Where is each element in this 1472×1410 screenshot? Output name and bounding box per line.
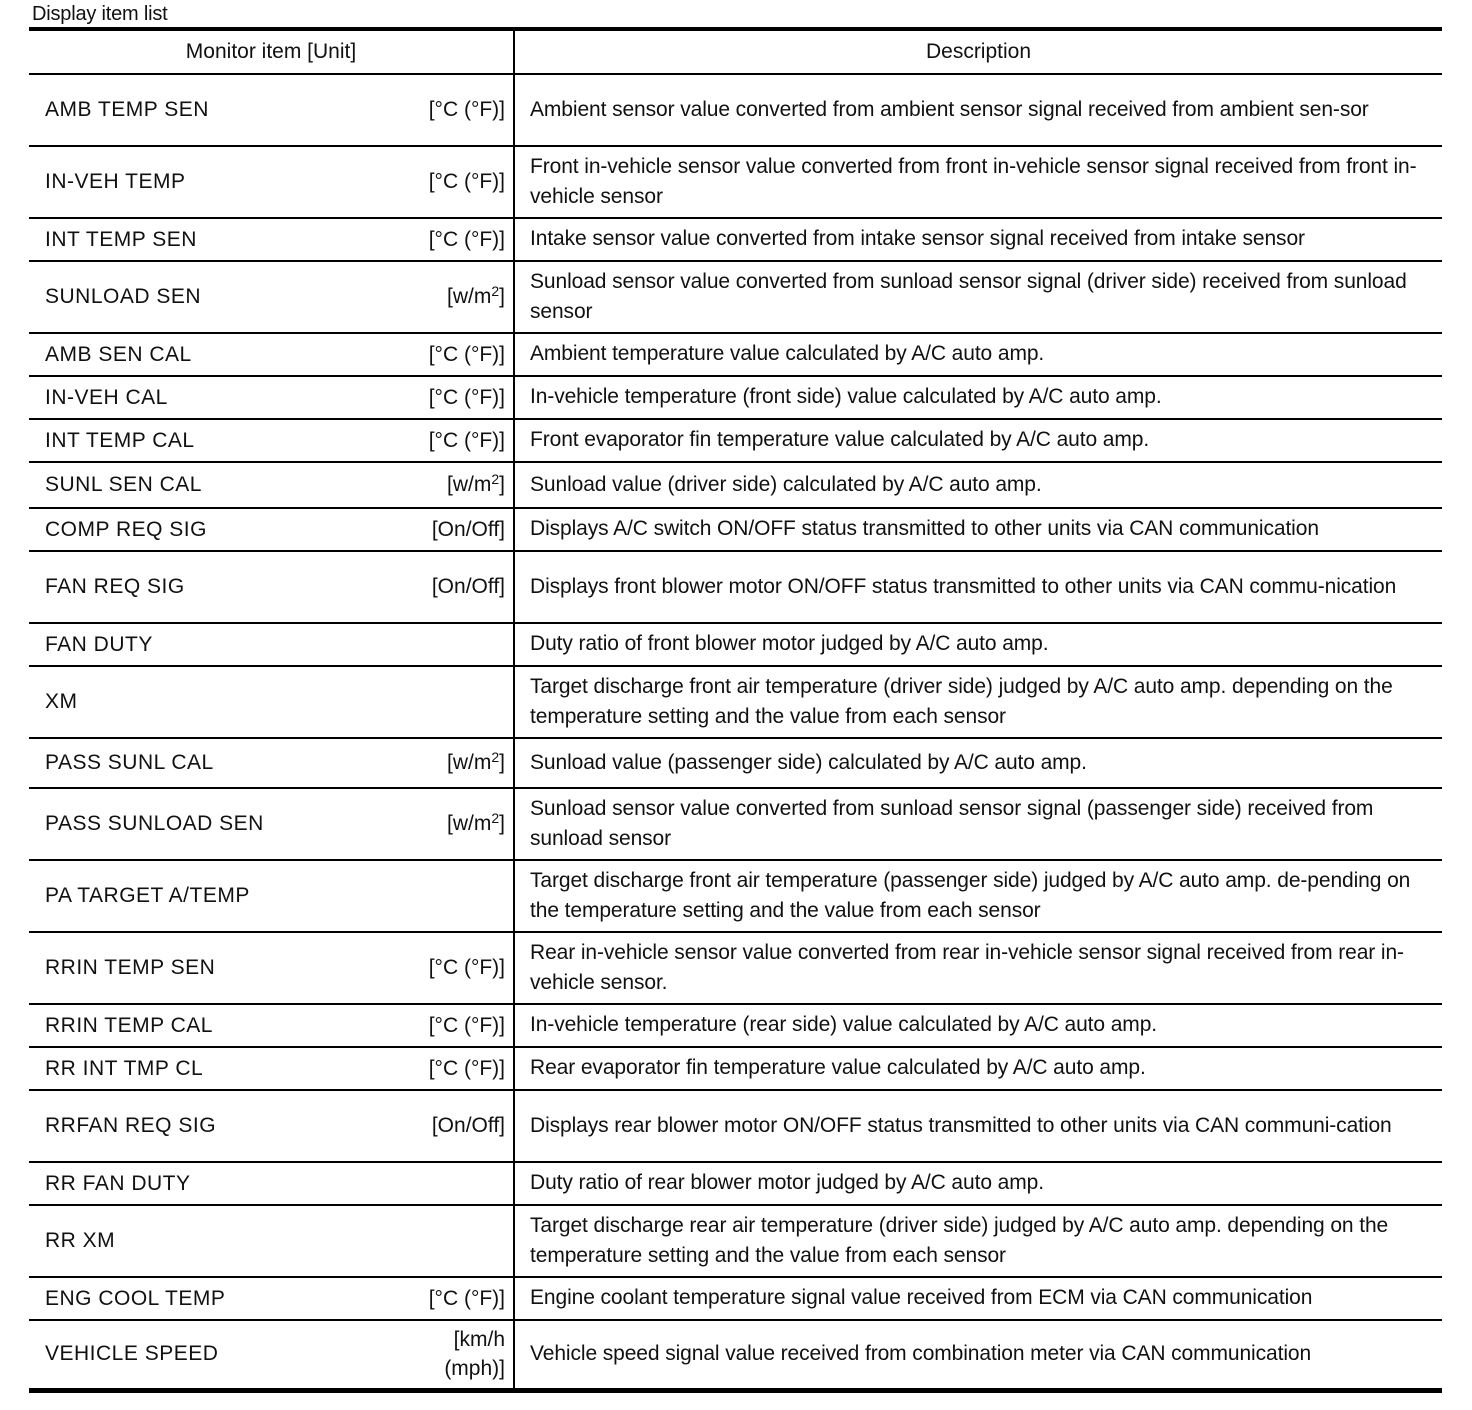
monitor-item-cell — [29, 1090, 514, 1162]
monitor-item-name: COMP REQ SIG — [45, 517, 207, 541]
table-row — [29, 462, 1442, 508]
description-cell: Duty ratio of rear blower motor judged by A/C auto amp. — [514, 1162, 1442, 1205]
table-row — [29, 1047, 1442, 1090]
unit-text-end: ] — [499, 751, 505, 774]
monitor-item-name: AMB SEN CAL — [45, 342, 192, 366]
display-item-table — [29, 27, 1442, 1393]
table-row — [29, 1205, 1442, 1277]
monitor-item-name: RRIN TEMP SEN — [45, 956, 216, 979]
unit-text-end: ] — [499, 473, 505, 496]
monitor-item-cell — [29, 788, 514, 860]
table-row — [29, 1090, 1442, 1162]
monitor-item-name: IN-VEH CAL — [45, 385, 168, 409]
table-row — [29, 738, 1442, 788]
monitor-item-cell — [29, 738, 514, 788]
monitor-item-unit: [°C (°F)] — [428, 170, 505, 193]
monitor-item-name: PASS SUNLOAD SEN — [45, 812, 264, 835]
monitor-item-unit: [°C (°F)] — [428, 1286, 505, 1310]
description-cell: Target discharge front air temperature (driver side) judged by A/C auto amp. depending on the temperature setting and the value from each sensor — [514, 666, 1442, 738]
description-cell: Rear in-vehicle sensor value converted from rear in-vehicle sensor signal received from rear in-vehicle sensor. — [514, 932, 1442, 1004]
monitor-item-name: RRFAN REQ SIG — [45, 1114, 217, 1137]
table-row — [29, 551, 1442, 623]
description-cell: Front in-vehicle sensor value converted from front in-vehicle sensor signal received from front in-vehicle sensor — [514, 146, 1442, 218]
description-cell: Vehicle speed signal value received from combination meter via CAN communication — [530, 1341, 1312, 1365]
description-cell: Ambient sensor value converted from ambient sensor signal received from ambient sen-sor — [514, 74, 1442, 146]
monitor-item-cell — [29, 333, 514, 376]
monitor-item-cell — [29, 218, 514, 261]
monitor-item-unit: [On/Off] — [431, 575, 505, 598]
monitor-item-name: IN-VEH TEMP — [45, 170, 186, 193]
monitor-item-cell — [29, 261, 514, 333]
table-row — [29, 666, 1442, 738]
table-row — [29, 419, 1442, 462]
description-cell: Sunload value (passenger side) calculated by A/C auto amp. — [514, 738, 1442, 788]
monitor-item-unit: [°C (°F)] — [428, 1013, 505, 1037]
description-cell: Displays front blower motor ON/OFF status transmitted to other units via CAN commu-nication — [514, 551, 1442, 623]
unit-text: [w/m — [447, 473, 492, 496]
description-cell: Sunload value (driver side) calculated by A/C auto amp. — [514, 462, 1442, 508]
monitor-item-cell — [29, 860, 514, 932]
table-row — [29, 860, 1442, 932]
monitor-item-cell — [29, 508, 514, 551]
monitor-item-unit — [447, 470, 505, 500]
table-row — [29, 218, 1442, 261]
monitor-item-cell — [29, 1162, 514, 1205]
monitor-item-name: SUNLOAD SEN — [45, 285, 202, 308]
monitor-item-name: PASS SUNL CAL — [45, 751, 214, 774]
description-cell: Ambient temperature value calculated by A/C auto amp. — [514, 333, 1442, 376]
unit-text-end: ] — [499, 812, 505, 835]
monitor-item-name: SUNL SEN CAL — [45, 473, 202, 496]
monitor-item-name: XM — [45, 690, 78, 713]
monitor-item-unit — [447, 282, 505, 312]
description-cell: Duty ratio of front blower motor judged by A/C auto amp. — [514, 623, 1442, 666]
monitor-item-cell — [29, 1277, 514, 1320]
description-cell: Sunload sensor value converted from sunload sensor signal (driver side) received from sunload sensor — [514, 261, 1442, 333]
monitor-item-cell — [29, 551, 514, 623]
monitor-item-cell — [29, 1320, 514, 1390]
table-caption: Display item list — [32, 3, 168, 25]
description-cell: Intake sensor value converted from intake sensor signal received from intake sensor — [514, 218, 1442, 261]
monitor-item-unit — [447, 748, 505, 778]
description-cell: Target discharge front air temperature (passenger side) judged by A/C auto amp. de-pending on the temperature setting and the value from each sensor — [514, 860, 1442, 932]
monitor-item-name: FAN DUTY — [45, 632, 153, 656]
table-row — [29, 623, 1442, 666]
monitor-item-unit — [447, 809, 505, 839]
monitor-item-cell — [29, 74, 514, 146]
monitor-item-unit: [On/Off] — [431, 517, 505, 541]
monitor-item-unit: [On/Off] — [431, 1114, 505, 1137]
monitor-item-unit: [°C (°F)] — [428, 428, 505, 452]
table-row — [29, 1004, 1442, 1047]
monitor-item-cell — [29, 666, 514, 738]
monitor-item-unit: [°C (°F)] — [428, 227, 505, 251]
unit-text-end: ] — [499, 285, 505, 308]
monitor-item-name: RR FAN DUTY — [45, 1171, 191, 1195]
monitor-item-cell — [29, 419, 514, 462]
monitor-item-name: INT TEMP CAL — [45, 428, 195, 452]
monitor-item-unit: [km/h (mph)] — [444, 1328, 505, 1381]
table-row — [29, 1277, 1442, 1320]
description-cell: Rear evaporator fin temperature value calculated by A/C auto amp. — [514, 1047, 1442, 1090]
description-cell: In-vehicle temperature (front side) value calculated by A/C auto amp. — [514, 376, 1442, 419]
table-row — [29, 1320, 1442, 1390]
description-cell: Displays A/C switch ON/OFF status transmitted to other units via CAN communication — [514, 508, 1442, 551]
description-cell: Engine coolant temperature signal value received from ECM via CAN communication — [514, 1277, 1442, 1320]
monitor-item-name: RR INT TMP CL — [45, 1056, 204, 1080]
table-row — [29, 74, 1442, 146]
monitor-item-unit: [°C (°F)] — [428, 98, 505, 121]
table-row — [29, 1162, 1442, 1205]
monitor-item-cell — [29, 462, 514, 508]
monitor-item-name: FAN REQ SIG — [45, 575, 185, 598]
monitor-item-unit: [°C (°F)] — [428, 1056, 505, 1080]
unit-text: [w/m — [447, 285, 492, 308]
monitor-item-cell — [29, 1047, 514, 1090]
monitor-item-name: VEHICLE SPEED — [45, 1342, 219, 1366]
monitor-item-name: INT TEMP SEN — [45, 227, 197, 251]
monitor-item-name: RR XM — [45, 1229, 116, 1252]
description-cell: Displays rear blower motor ON/OFF status transmitted to other units via CAN communi-cation — [514, 1090, 1442, 1162]
monitor-item-name: ENG COOL TEMP — [45, 1286, 226, 1310]
unit-text: [w/m — [447, 751, 492, 774]
monitor-item-name: AMB TEMP SEN — [45, 98, 209, 121]
monitor-item-unit: [°C (°F)] — [428, 956, 505, 979]
header-description: Description — [514, 29, 1442, 74]
unit-superscript: 2 — [491, 810, 500, 826]
header-monitor-item: Monitor item [Unit] — [29, 29, 514, 74]
monitor-item-cell — [29, 623, 514, 666]
table-row — [29, 376, 1442, 419]
table-row — [29, 261, 1442, 333]
description-cell: Target discharge rear air temperature (driver side) judged by A/C auto amp. depending on the temperature setting and the value from each sensor — [514, 1205, 1442, 1277]
description-cell: Sunload sensor value converted from sunload sensor signal (passenger side) received from sunload sensor — [514, 788, 1442, 860]
monitor-item-unit: [°C (°F)] — [428, 342, 505, 366]
table-row — [29, 146, 1442, 218]
monitor-item-name: PA TARGET A/TEMP — [45, 884, 250, 907]
monitor-item-unit: [°C (°F)] — [428, 385, 505, 409]
monitor-item-cell — [29, 146, 514, 218]
monitor-item-cell — [29, 932, 514, 1004]
monitor-item-name: RRIN TEMP CAL — [45, 1013, 213, 1037]
unit-superscript: 2 — [491, 283, 500, 299]
description-cell: In-vehicle temperature (rear side) value calculated by A/C auto amp. — [514, 1004, 1442, 1047]
table-row — [29, 508, 1442, 551]
unit-superscript: 2 — [491, 471, 500, 487]
monitor-item-cell — [29, 1004, 514, 1047]
table-row — [29, 788, 1442, 860]
table-row — [29, 932, 1442, 1004]
unit-superscript: 2 — [491, 749, 500, 765]
unit-text: [w/m — [447, 812, 492, 835]
table-row — [29, 333, 1442, 376]
monitor-item-cell — [29, 1205, 514, 1277]
table-header-row — [29, 29, 1442, 74]
description-cell: Front evaporator fin temperature value calculated by A/C auto amp. — [514, 419, 1442, 462]
monitor-item-cell — [29, 376, 514, 419]
